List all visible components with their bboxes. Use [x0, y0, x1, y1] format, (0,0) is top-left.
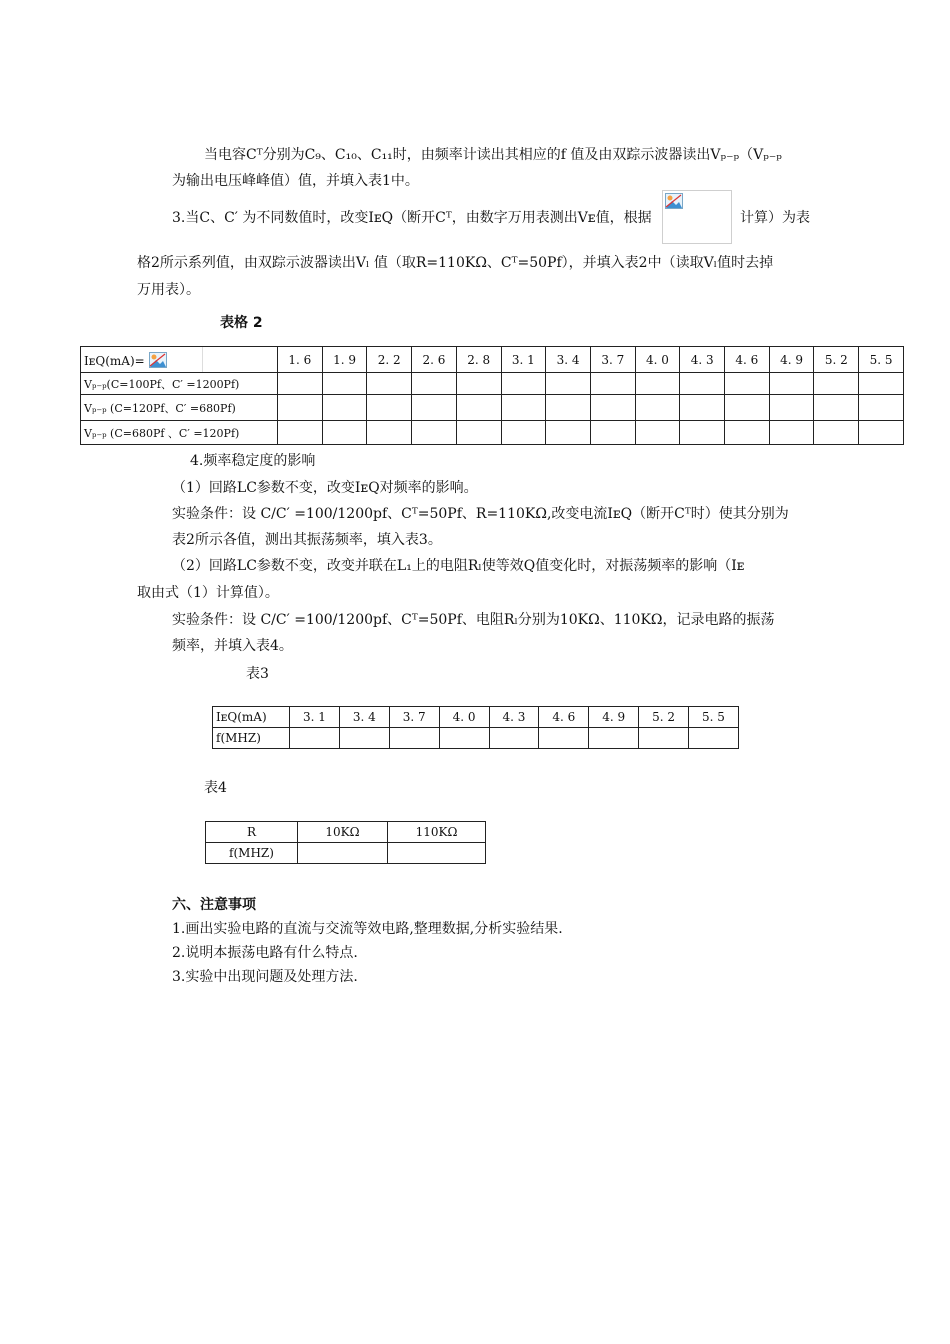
table-row: [213, 707, 739, 728]
paragraph-ct-line1: 当电容Cᵀ分别为C₉、C₁₀、C₁₁时，由频率计读出其相应的f 值及由双踪示波器读出Vₚ₋ₚ（Vₚ₋ₚ: [204, 147, 782, 163]
table3-value: 4. 6: [539, 707, 589, 728]
section4-title: 4.频率稳定度的影响: [190, 453, 316, 469]
table2-row-label: Vₚ₋ₚ (C=120Pf、C′ =680Pf): [81, 395, 278, 421]
table2-value: 4. 6: [725, 347, 770, 373]
table2-value: 4. 9: [769, 347, 814, 373]
formula-image-placeholder: [662, 190, 732, 244]
table2-title: 表格 2: [220, 315, 263, 331]
table2-value: 5. 2: [814, 347, 859, 373]
table2-row-label: Vₚ₋ₚ (C=680Pf 、C′ =120Pf): [81, 421, 278, 445]
table2-value: 1. 6: [278, 347, 323, 373]
table2-header-blank: [203, 347, 278, 373]
section4-item2-line1: （2）回路LC参数不变，改变并联在L₁上的电阻Rₗ使等效Q值变化时，对振荡频率的影响（Iᴇ: [172, 558, 745, 574]
table-row: [206, 843, 486, 864]
table3-value: 3. 1: [290, 707, 340, 728]
step3-line2: 格2所示系列值，由双踪示波器读出Vₗ 值（取R=110KΩ、Cᵀ=50Pf），并填入表2中（读取Vₗ值时去掉: [137, 255, 774, 271]
table2-value: 4. 0: [635, 347, 680, 373]
table4-header: 110KΩ: [388, 822, 486, 843]
table2-value: 3. 7: [590, 347, 635, 373]
table2-value: 2. 6: [412, 347, 457, 373]
table3-title: 表3: [246, 666, 269, 682]
table2-value: 3. 1: [501, 347, 546, 373]
table3-value: 3. 4: [339, 707, 389, 728]
paragraph-ct-line2: 为输出电压峰峰值）值，并填入表1中。: [172, 173, 419, 189]
table-row: [81, 373, 904, 395]
table-row: [81, 395, 904, 421]
table3-value: 4. 3: [489, 707, 539, 728]
section4-condition2-line1: 实验条件：设 C/C′ =100/1200pf、Cᵀ=50Pf、电阻Rₗ分别为10KΩ、110KΩ，记录电路的振荡: [172, 612, 775, 628]
section4-condition1-line2: 表2所示各值，测出其振荡频率，填入表3。: [172, 532, 442, 548]
table3-value: 4. 9: [589, 707, 639, 728]
table2-value: 3. 4: [546, 347, 591, 373]
broken-image-icon: [665, 193, 683, 209]
table4-row-label: f(MHZ): [206, 843, 298, 864]
section6-item: 2.说明本振荡电路有什么特点.: [172, 945, 358, 961]
section6-item: 1.画出实验电路的直流与交流等效电路,整理数据,分析实验结果.: [172, 921, 563, 937]
table4-title: 表4: [204, 780, 227, 796]
table2-value: 2. 8: [456, 347, 501, 373]
section6-item: 3.实验中出现问题及处理方法.: [172, 969, 358, 985]
table3-value: 4. 0: [439, 707, 489, 728]
table-row: [81, 421, 904, 445]
table3-value: 3. 7: [389, 707, 439, 728]
table3-value: 5. 2: [639, 707, 689, 728]
ieq-label: IᴇQ(mA)=: [84, 353, 145, 368]
table3-value: 5. 5: [689, 707, 739, 728]
table2: [80, 346, 904, 445]
broken-image-icon: [149, 352, 167, 368]
section4-item2-line2: 取由式（1）计算值）。: [137, 585, 279, 601]
table-row: [213, 728, 739, 749]
table4: [205, 821, 486, 864]
table2-row-label: Vₚ₋ₚ(C=100Pf、C′ =1200Pf): [81, 373, 278, 395]
section4-item1: （1）回路LC参数不变，改变IᴇQ对频率的影响。: [172, 480, 478, 496]
table2-value: 1. 9: [322, 347, 367, 373]
step3-line3: 万用表）。: [137, 282, 200, 298]
section4-condition2-line2: 频率，并填入表4。: [172, 638, 293, 654]
table-row: [81, 347, 904, 373]
table4-header: 10KΩ: [298, 822, 388, 843]
table-row: [206, 822, 486, 843]
table2-value: 4. 3: [680, 347, 725, 373]
section6-title: 六、注意事项: [172, 897, 256, 913]
table3: [212, 706, 739, 749]
step3-line1a: 3.当C、C′ 为不同数值时，改变IᴇQ（断开Cᵀ，由数字万用表测出Vᴇ值，根据: [172, 210, 652, 226]
table4-header: R: [206, 822, 298, 843]
table2-value: 2. 2: [367, 347, 412, 373]
table3-row-label: f(MHZ): [213, 728, 290, 749]
table2-header-label: [81, 347, 203, 373]
section4-condition1-line1: 实验条件：设 C/C′ =100/1200pf、Cᵀ=50Pf、R=110KΩ,改变电流IᴇQ（断开Cᵀ时）使其分别为: [172, 506, 789, 522]
table3-header-label: IᴇQ(mA): [213, 707, 290, 728]
step3-line1b: 计算）为表: [740, 210, 810, 226]
table2-value: 5. 5: [859, 347, 904, 373]
